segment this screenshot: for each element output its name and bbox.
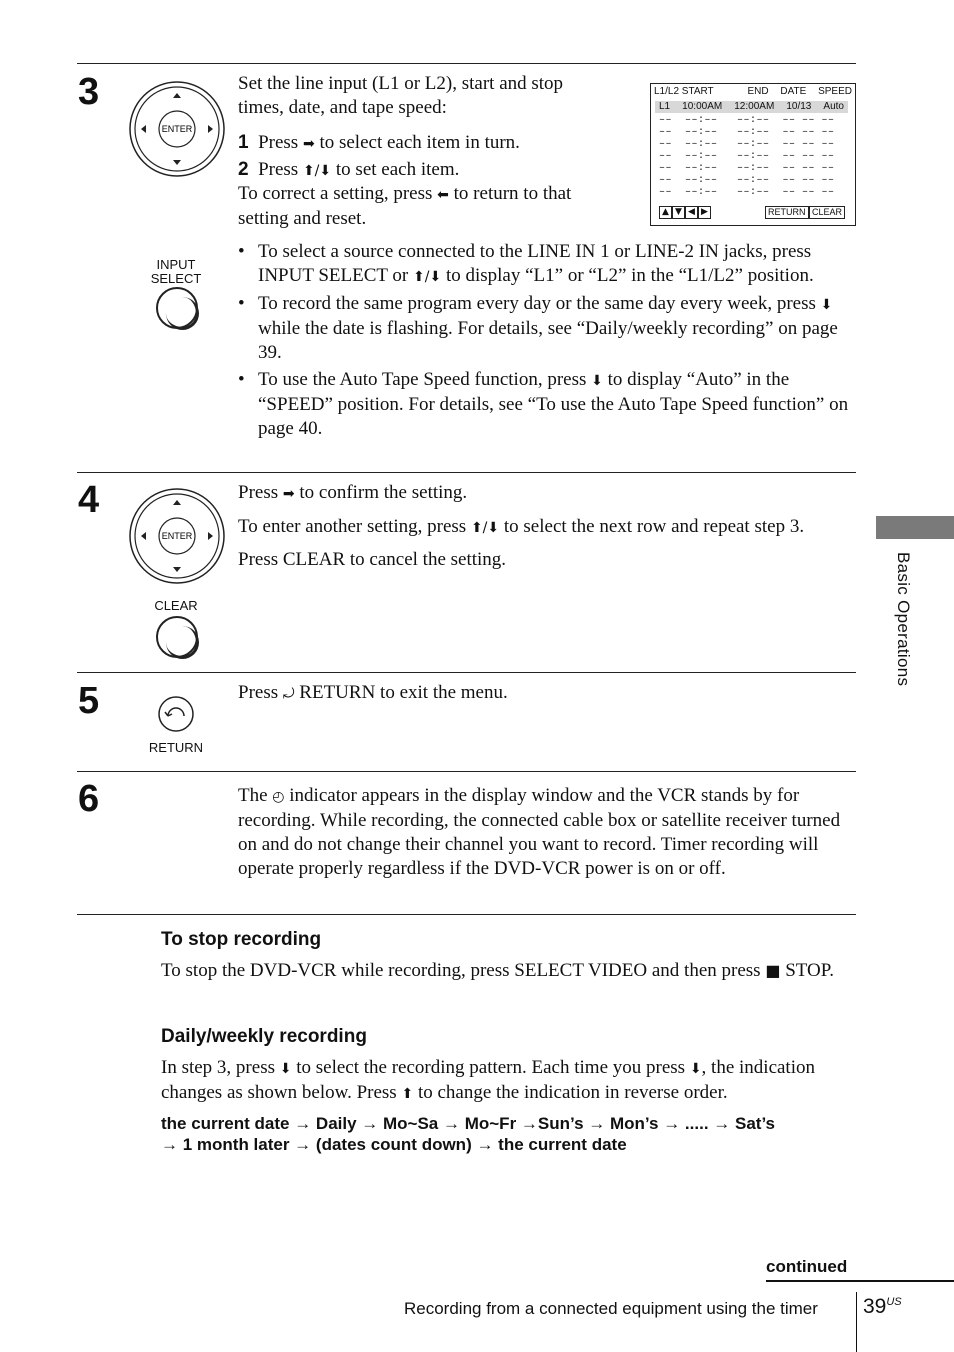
- timer-clock-icon: ◴: [272, 789, 285, 805]
- page-number: $39^{US}$: [863, 1295, 902, 1318]
- side-tab-label: Basic Operations: [894, 552, 913, 687]
- step-3-sub2: 2 Press ⬆/⬇ to set each item.: [238, 159, 460, 180]
- osd-blank-row: –– ––:–– ––:–– –– –– ––: [659, 139, 835, 150]
- osd-clear: CLEAR: [809, 206, 845, 219]
- step-6-text: The ◴ indicator appears in the display window and the VCR stands by for recording. While recording, the connected cable box or satellite receiver turned on and do not change their channel you want to record. Timer recording will operate properly regardless if the DVD-VCR power is on or off.: [238, 785, 841, 879]
- clear-label: CLEAR: [154, 598, 198, 613]
- osd-blank-row: –– ––:–– ––:–– –– –– ––: [659, 163, 835, 174]
- down-arrow-icon: ⬇: [591, 373, 603, 389]
- osd-return: RETURN: [765, 206, 809, 219]
- step-4-line2: To enter another setting, press ⬆/⬇ to select the next row and repeat step 3.: [238, 516, 805, 537]
- step-divider: [77, 472, 856, 473]
- daily-sequence-line-1: the current date → Daily → Mo~Sa → Mo~Fr →Sun’s → Mon’s → ..... → Sat’s: [161, 1114, 775, 1133]
- step-3-number: 3: [78, 71, 100, 113]
- stop-square-icon: ■: [765, 961, 781, 980]
- osd-blank-row: –– ––:–– ––:–– –– –– ––: [659, 175, 835, 186]
- daily-sequence-line-2: → 1 month later → (dates count down) → the current date: [161, 1135, 627, 1154]
- side-tab-marker: [876, 516, 954, 539]
- input-select-label: INPUT SELECT: [150, 257, 202, 286]
- step-divider: [77, 672, 856, 673]
- osd-blank-row: –– ––:–– ––:–– –– –– ––: [659, 127, 835, 138]
- right-arrow-icon: ➡: [282, 486, 295, 502]
- daily-weekly-title: Daily/weekly recording: [161, 1026, 367, 1047]
- sub1-number: 1: [238, 132, 249, 153]
- step-4-line1: Press ➡ to confirm the setting.: [238, 482, 468, 503]
- footer-vertical-rule: [856, 1292, 857, 1352]
- osd-blank-row: –– ––:–– ––:–– –– –– ––: [659, 151, 835, 162]
- osd-row-1: L1 10:00AM 12:00AM 10/13 Auto: [655, 101, 848, 113]
- step-4-number: 4: [78, 479, 100, 521]
- osd-blank-row: –– ––:–– ––:–– –– –– ––: [659, 187, 835, 198]
- bullet-item: • To record the same program every day or the same day every week, press ⬇ while the date is flashing. For details, see “Daily/weekly recording” on page 39.: [238, 292, 858, 365]
- section-divider: [77, 914, 856, 915]
- right-arrow-icon: ➡: [302, 136, 315, 152]
- step-divider: [77, 771, 856, 772]
- return-symbol-icon: ⤾: [282, 686, 295, 702]
- step-5-number: 5: [78, 680, 100, 722]
- down-arrow-icon: ⬇: [279, 1061, 292, 1077]
- stop-recording-title: To stop recording: [161, 929, 322, 950]
- down-key-icon: ▼: [672, 206, 685, 219]
- osd-blank-row: –– ––:–– ––:–– –– –– ––: [659, 115, 835, 126]
- down-arrow-icon: ⬇: [689, 1061, 702, 1077]
- clear-button-icon: [156, 616, 198, 658]
- step-5-text: Press ⤾ RETURN to exit the menu.: [238, 682, 508, 703]
- return-button-icon: [157, 695, 195, 733]
- sub2-number: 2: [238, 159, 249, 180]
- footer-title: Recording from a connected equipment using the timer: [404, 1299, 818, 1318]
- step-3-correct: To correct a setting, press ⬅ to return to that setting and reset.: [238, 183, 572, 229]
- daily-weekly-body: In step 3, press ⬇ to select the recording pattern. Each time you press ⬇, the indication changes as shown below. Press ⬆ to change the indication in reverse order.: [161, 1057, 815, 1103]
- up-down-arrow-icon: ⬆/⬇: [302, 163, 332, 179]
- footer-rule: [766, 1280, 954, 1282]
- return-label: RETURN: [148, 740, 204, 755]
- left-arrow-icon: ⬅: [437, 187, 449, 203]
- up-key-icon: ▲: [659, 206, 672, 219]
- down-arrow-icon: ⬇: [820, 297, 833, 313]
- continued-label: continued: [766, 1257, 848, 1276]
- control-pad-icon: [128, 487, 226, 585]
- timer-osd-screen: [650, 83, 856, 226]
- left-key-icon: ◀: [685, 206, 698, 219]
- stop-recording-body: To stop the DVD-VCR while recording, press SELECT VIDEO and then press ■ STOP.: [161, 960, 834, 981]
- step-6-number: 6: [78, 778, 100, 820]
- step-4-line3: Press CLEAR to cancel the setting.: [238, 549, 507, 570]
- top-rule: [77, 63, 856, 64]
- up-arrow-icon: ⬆: [401, 1086, 414, 1102]
- step-3-bullets: [238, 240, 858, 444]
- control-pad-icon: [128, 80, 226, 178]
- bullet-item: • To select a source connected to the LINE IN 1 or LINE-2 IN jacks, press INPUT SELECT or ⬆/⬇ to display “L1” or “L2” in the “L1/L2” position.: [238, 240, 858, 289]
- step-3-intro: Set the line input (L1 or L2), start and stop times, date, and tape speed:: [238, 73, 564, 118]
- input-select-button-icon: [156, 287, 198, 329]
- enter-label: ENTER: [161, 124, 193, 134]
- up-down-arrow-icon: ⬆/⬇: [470, 520, 500, 536]
- enter-label: ENTER: [161, 531, 193, 541]
- right-key-icon: ▶: [698, 206, 711, 219]
- up-down-arrow-icon: ⬆/⬇: [413, 269, 442, 285]
- bullet-item: • To use the Auto Tape Speed function, press ⬇ to display “Auto” in the “SPEED” position. For details, see “To use the Auto Tape Speed function” on page 40.: [238, 368, 858, 441]
- osd-footer: [657, 205, 850, 219]
- step-3-sub1: 1 Press ➡ to select each item in turn.: [238, 132, 520, 153]
- osd-header: L1/L2 START END DATE SPEED: [654, 86, 852, 97]
